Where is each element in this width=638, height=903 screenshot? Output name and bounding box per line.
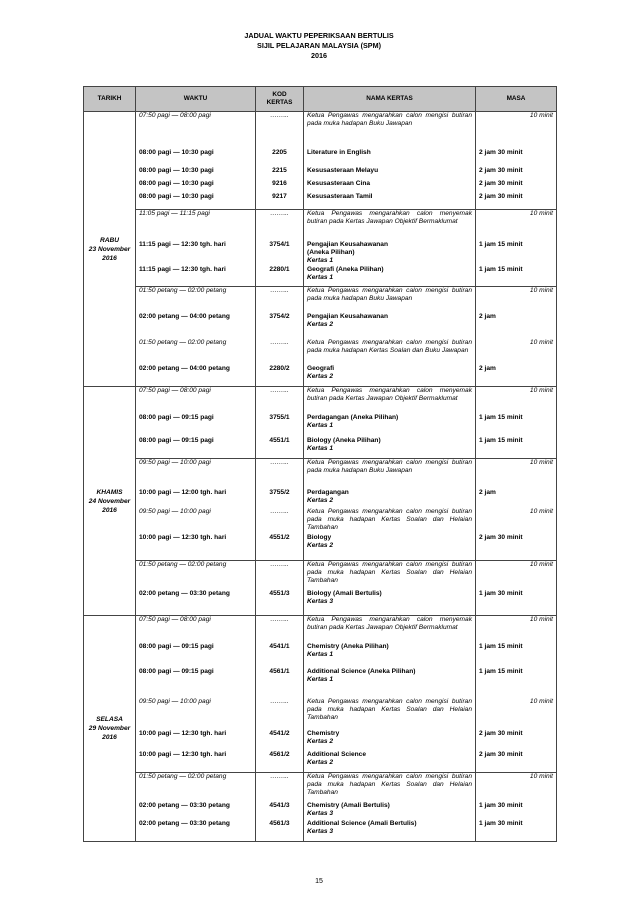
table-row: 08:00 pagi — 09:15 pagi 3755/1 Perdagangan (Aneka Pilihan) Kertas 1 1 jam 15 minit	[84, 414, 557, 437]
document-subtitle: SIJIL PELAJARAN MALAYSIA (SPM)	[257, 41, 381, 50]
table-row: 08:00 pagi — 09:15 pagi 4541/1 Chemistry (Aneka Pilihan) Kertas 1 1 jam 15 minit	[84, 643, 557, 668]
table-row: 02:00 petang — 04:00 petang 3754/2 Pengajian Keusahawanan Kertas 2 2 jam	[84, 313, 557, 339]
table-row: 10:00 pagi — 12:30 tgh. hari 4541/2 Chemistry Kertas 2 2 jam 30 minit	[84, 730, 557, 751]
table-row: 01:50 petang — 02:00 petang ……... Ketua Pengawas mengarahkan calon mengisi butiran pada muka hadapan Kertas Soalan dan Helaian Tambahan 10 minit	[84, 773, 557, 802]
table-row: 10:00 pagi — 12:30 tgh. hari 4561/2 Additional Science Kertas 2 2 jam 30 minit	[84, 751, 557, 773]
header-kod-kertas: KOD KERTAS	[256, 87, 304, 112]
exam-timetable	[83, 86, 557, 842]
table-row: 08:00 pagi — 09:15 pagi 4551/1 Biology (Aneka Pilihan) Kertas 1 1 jam 15 minit	[84, 437, 557, 459]
date-cell-selasa: SELASA 29 November 2016	[84, 616, 136, 842]
table-row: 02:00 petang — 03:30 petang 4561/3 Additional Science (Amali Bertulis) Kertas 3 1 jam 30 minit	[84, 820, 557, 842]
page-number: 15	[315, 878, 323, 885]
document-year: 2016	[311, 51, 327, 60]
table-row: RABU 23 November 2016 07:50 pagi — 08:00 pagi ……... Ketua Pengawas mengarahkan calon mengisi butiran pada muka hadapan Buku Jawapan 10 minit	[84, 112, 557, 149]
table-row: 02:00 petang — 03:30 petang 4541/3 Chemistry (Amali Bertulis) Kertas 3 1 jam 30 minit	[84, 802, 557, 820]
header-nama-kertas: NAMA KERTAS	[304, 87, 476, 112]
date-cell-rabu: RABU 23 November 2016	[84, 112, 136, 387]
table-row: 11:15 pagi — 12:30 tgh. hari 3754/1 Pengajian Keusahawanan (Aneka Pilihan) Kertas 1 1 jam 15 minit	[84, 241, 557, 266]
table-row: 01:50 petang — 02:00 petang ……... Ketua Pengawas mengarahkan calon mengisi butiran pada muka hadapan Buku Jawapan 10 minit	[84, 287, 557, 313]
table-row: 08:00 pagi — 10:30 pagi 9216 Kesusasteraan Cina 2 jam 30 minit	[84, 180, 557, 193]
table-row: 02:00 petang — 04:00 petang 2280/2 Geografi Kertas 2 2 jam	[84, 365, 557, 387]
header-row	[84, 87, 557, 112]
table-row: 09:50 pagi — 10:00 pagi ……... Ketua Pengawas mengarahkan calon mengisi butiran pada muka hadapan Kertas Soalan dan Helaian Tambahan 10 minit	[84, 508, 557, 534]
header-waktu: WAKTU	[136, 87, 256, 112]
table-row: 02:00 petang — 03:30 petang 4551/3 Biology (Amali Bertulis) Kertas 3 1 jam 30 minit	[84, 590, 557, 616]
table-row: KHAMIS 24 November 2016 07:50 pagi — 08:00 pagi ……... Ketua Pengawas mengarahkan calon menyemak butiran pada Kertas Jawapan Objektif Bermaklumat 10 minit	[84, 387, 557, 414]
table-row: 01:50 petang — 02:00 petang ……... Ketua Pengawas mengarahkan calon mengisi butiran pada muka hadapan Kertas Soalan dan Helaian Tambahan 10 minit	[84, 561, 557, 590]
table-row: 08:00 pagi — 10:30 pagi 9217 Kesusasteraan Tamil 2 jam 30 minit	[84, 193, 557, 210]
document-title: JADUAL WAKTU PEPERIKSAAN BERTULIS	[244, 31, 394, 40]
table-row: 08:00 pagi — 10:30 pagi 2215 Kesusasteraan Melayu 2 jam 30 minit	[84, 167, 557, 180]
table-row: 08:00 pagi — 09:15 pagi 4561/1 Additional Science (Aneka Pilihan) Kertas 1 1 jam 15 minit	[84, 668, 557, 698]
table-row: 09:50 pagi — 10:00 pagi ……... Ketua Pengawas mengarahkan calon mengisi butiran pada muka hadapan Buku Jawapan 10 minit	[84, 459, 557, 489]
table-row: SELASA 29 November 2016 07:50 pagi — 08:00 pagi ……... Ketua Pengawas mengarahkan calon menyemak butiran pada Kertas Jawapan Objektif Bermaklumat 10 minit	[84, 616, 557, 643]
table-row: 08:00 pagi — 10:30 pagi 2205 Literature in English 2 jam 30 minit	[84, 149, 557, 167]
header-tarikh: TARIKH	[84, 87, 136, 112]
table-row: 01:50 petang — 02:00 petang ……... Ketua Pengawas mengarahkan calon mengisi butiran pada muka hadapan Kertas Soalan dan Buku Jawapan 10 minit	[84, 339, 557, 365]
table-row: 10:00 pagi — 12:00 tgh. hari 3755/2 Perdagangan Kertas 2 2 jam	[84, 489, 557, 508]
date-cell-khamis: KHAMIS 24 November 2016	[84, 387, 136, 616]
table-row: 11:15 pagi — 12:30 tgh. hari 2280/1 Geografi (Aneka Pilihan) Kertas 1 1 jam 15 minit	[84, 266, 557, 287]
table-row: 10:00 pagi — 12:30 tgh. hari 4551/2 Biology Kertas 2 2 jam 30 minit	[84, 534, 557, 561]
header-masa: MASA	[476, 87, 557, 112]
table-row: 11:05 pagi — 11:15 pagi ……... Ketua Pengawas mengarahkan calon menyemak butiran pada Kertas Jawapan Objektif Bermaklumat 10 minit	[84, 210, 557, 241]
table-row: 09:50 pagi — 10:00 pagi ……... Ketua Pengawas mengarahkan calon mengisi butiran pada muka hadapan Kertas Soalan dan Helaian Tambahan 10 minit	[84, 698, 557, 730]
